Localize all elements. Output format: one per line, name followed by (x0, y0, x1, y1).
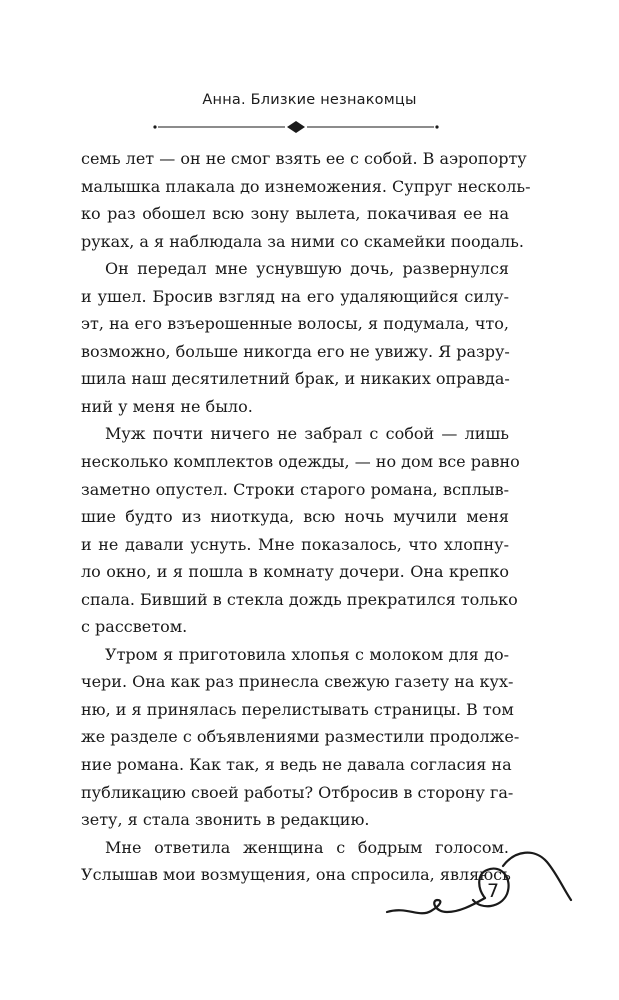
text-line: ло окно, и я пошла в комнату дочери. Она крепко (81, 562, 509, 582)
diamond-ornament-icon (150, 118, 442, 138)
text-line: Муж почти ничего не забрал с собой — лишь (105, 424, 509, 444)
text-line: семь лет — он не смог взять ее с собой. В аэропорту (81, 149, 527, 168)
running-head: Анна. Близкие незнакомцы (202, 92, 417, 108)
paragraph (81, 420, 520, 640)
text-line: шие будто из ниоткуда, всю ночь мучили меня (81, 507, 509, 527)
text-line: эт, на его взъерошенные волосы, я подумала, что, (81, 314, 509, 334)
text-line: Мне ответила женщина с бодрым голосом. (105, 837, 509, 857)
paragraph (81, 641, 520, 834)
text-line: ко раз обошел всю зону вылета, покачивая ее на (81, 204, 509, 224)
paragraph (81, 255, 509, 420)
text-line: ний у меня не было. (81, 396, 253, 416)
page-number: 7 (486, 880, 500, 902)
text-line: с рассветом. (81, 617, 188, 637)
text-line: чери. Она как раз принесла свежую газету на кух- (81, 672, 514, 692)
text-line: малышка плакала до изнеможения. Супруг несколь- (81, 176, 531, 196)
text-line: и ушел. Бросив взгляд на его удаляющийся силу- (81, 286, 509, 306)
text-line: же разделе с объявлениями разместили продолже- (81, 727, 520, 747)
text-line: шила наш десятилетний брак, и никаких оправда- (81, 369, 510, 389)
text-line: ню, и я принялась перелистывать страницы. В том (81, 699, 514, 719)
text-line: ние романа. Как так, я ведь не давала согласия на (81, 755, 512, 775)
text-line: спала. Бивший в стекла дождь прекратился только (81, 589, 518, 609)
text-line: публикацию своей работы? Отбросив в сторону га- (81, 782, 514, 802)
text-line: несколько комплектов одежды, — но дом все равно (81, 452, 520, 472)
text-line: возможно, больше никогда его не увижу. Я разру- (81, 341, 510, 361)
text-line: руках, а я наблюдала за ними со скамейки поодаль. (81, 231, 524, 251)
text-line: Он передал мне уснувшую дочь, развернулся (105, 259, 509, 279)
text-line: и не давали уснуть. Мне показалось, что хлопну- (81, 534, 509, 554)
text-line: зету, я стала звонить в редакцию. (81, 810, 370, 830)
paragraph (81, 145, 531, 255)
text-line: заметно опустел. Строки старого романа, всплыв- (81, 479, 509, 499)
text-line: Услышав мои возмущения, она спросила, являюсь (81, 865, 511, 885)
text-line: Утром я приготовила хлопья с молоком для до- (105, 644, 509, 664)
body-text (81, 145, 531, 889)
